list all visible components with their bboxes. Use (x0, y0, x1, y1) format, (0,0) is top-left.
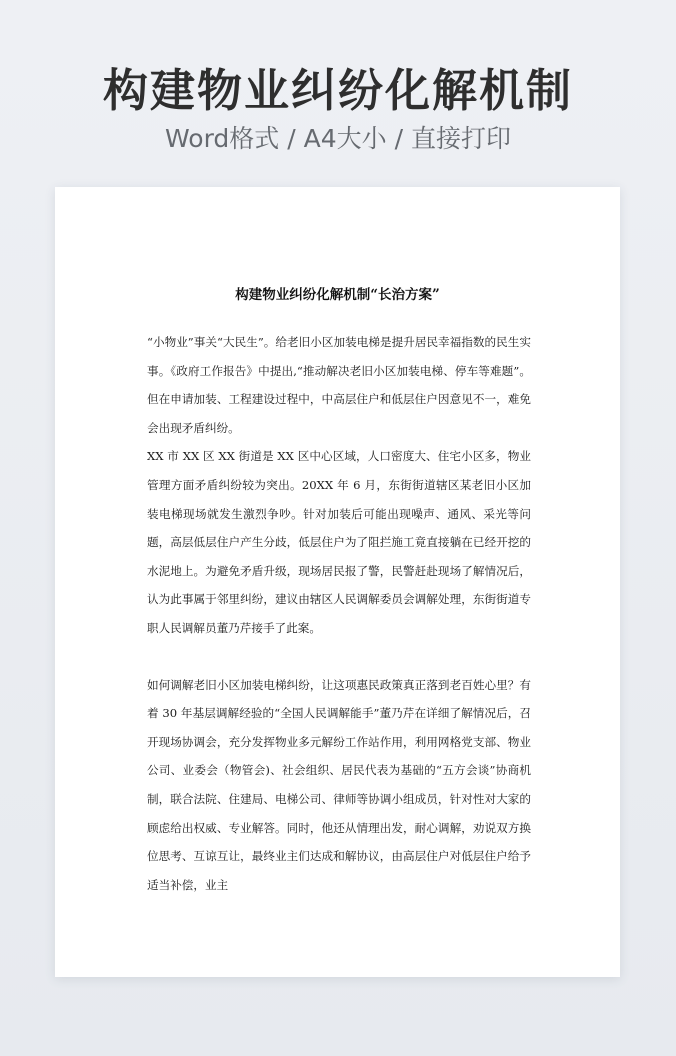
document-paragraph: “小物业”事关“大民生”。给老旧小区加装电梯是提升居民幸福指数的民生实事。《政府工作报告》中提出,“推动解决老旧小区加装电梯、停车等难题”。但在申请加装、工程建设过程中，中高层住户和低层住户因意见不一，难免会出现矛盾纠纷。 (147, 335, 531, 435)
page-subtitle: Word格式 / A4大小 / 直接打印 (165, 124, 511, 153)
document-body (147, 328, 531, 899)
document-page (55, 187, 620, 977)
page-title: 构建物业纠纷化解机制 (102, 64, 573, 117)
document-paragraph: XX 市 XX 区 XX 街道是 XX 区中心区域，人口密度大、住宅小区多，物业管理方面矛盾纠纷较为突出。20XX 年 6 月，东街街道辖区某老旧小区加装电梯现场就发生激烈争吵。针对加装后可能出现噪声、通风、采光等问题，高层低层住户产生分歧，低层住户为了阻拦施工竟直接躺在已经开挖的水泥地上。为避免矛盾升级，现场居民报了警，民警赶赴现场了解情况后，认为此事属于邻里纠纷，建议由辖区人民调解委员会调解处理，东街街道专职人民调解员董乃芹接手了此案。 (147, 449, 531, 635)
document-paragraph: 如何调解老旧小区加装电梯纠纷，让这项惠民政策真正落到老百姓心里？有着 30 年基层调解经验的“全国人民调解能手”董乃芹在详细了解情况后，召开现场协调会，充分发挥物业多元解纷工作站作用，利用网格党支部、物业公司、业委会（物管会)、社会组织、居民代表为基础的“五方会谈”协商机制，联合法院、住建局、电梯公司、律师等协调小组成员，针对性对大家的顾虑给出权威、专业解答。同时，他还从情理出发，耐心调解，劝说双方换位思考、互谅互让，最终业主们达成和解协议，由高层住户对低层住户给予适当补偿，业主 (147, 677, 531, 892)
document-title: 构建物业纠纷化解机制“长治方案” (235, 287, 440, 303)
page-header (0, 60, 676, 156)
